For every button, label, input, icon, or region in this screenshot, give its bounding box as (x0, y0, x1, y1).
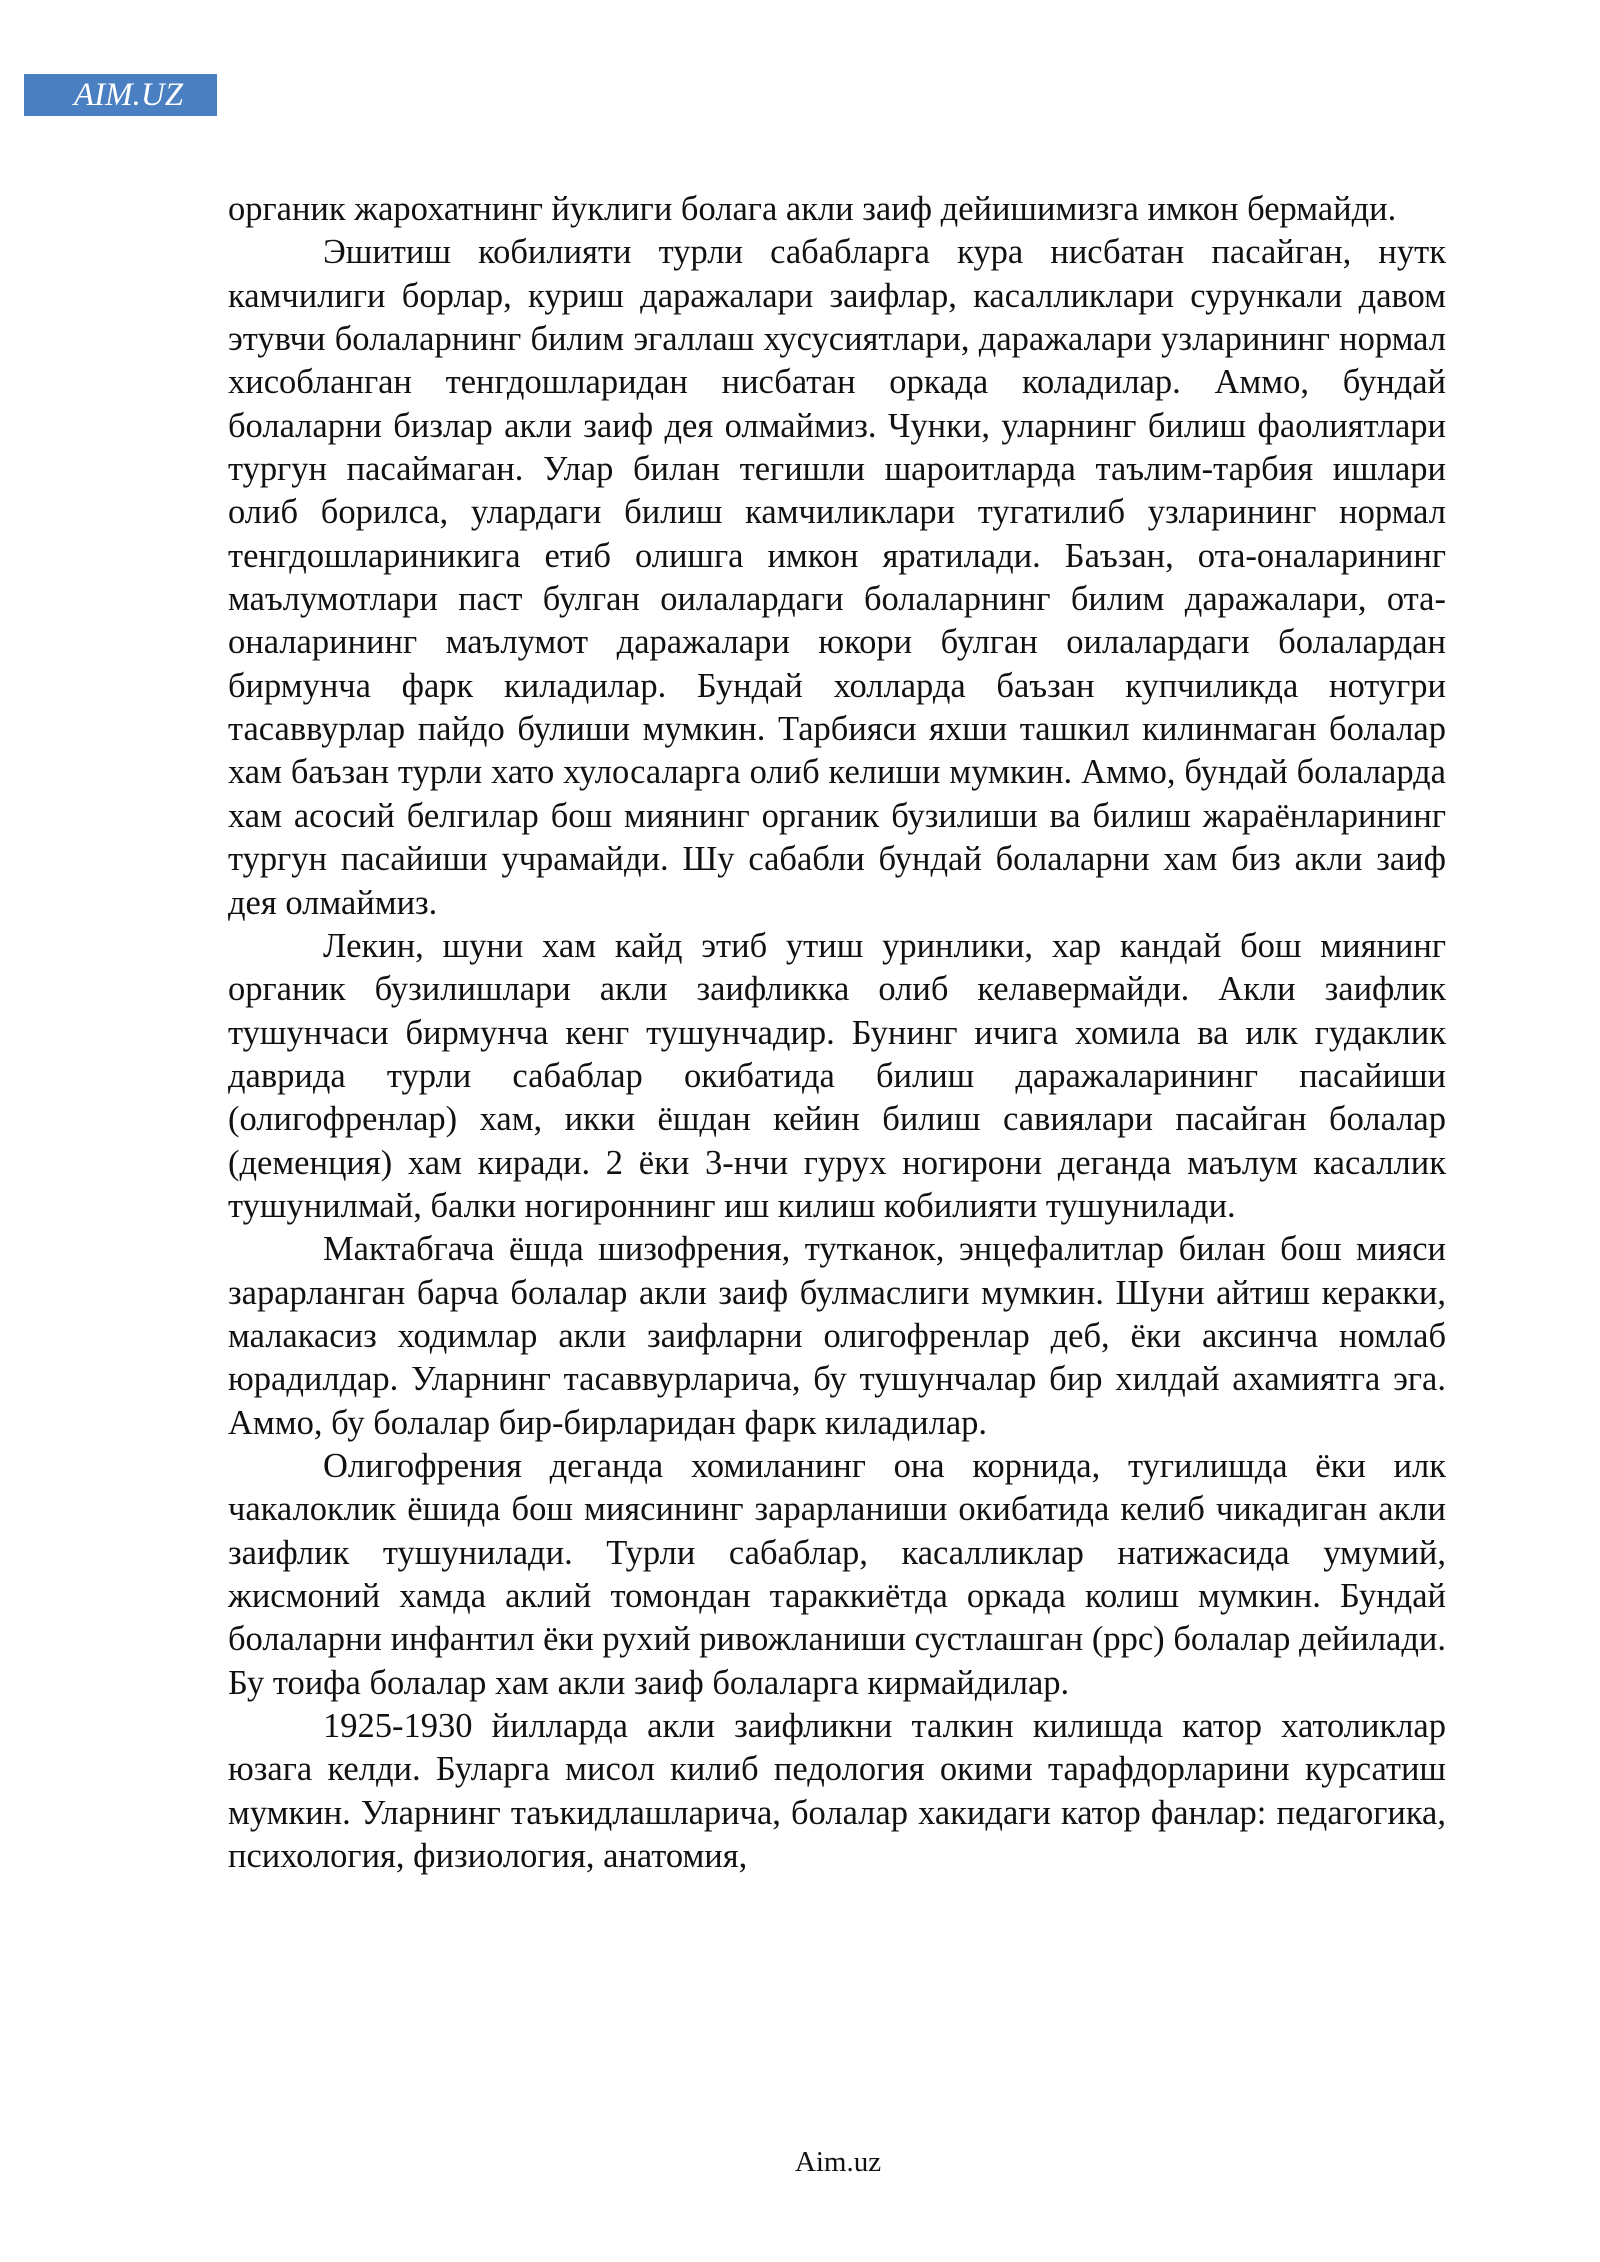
paragraph-continuation: органик жарохатнинг йуклиги болага акли заиф дейишимизга имкон бермайди. (228, 190, 1397, 228)
page-footer: Aim.uz (794, 2146, 882, 2178)
paragraph: Мактабгача ёшда шизофрения, тутканок, энцефалитлар билан бош мияси зарарланган барча болалар акли заиф булмаслиги мумкин. Шуни айтиш керакки, малакасиз ходимлар акли заифларни олигофренлар деб, ёки аксинча номлаб юрадилдар. Уларнинг тасаввурларича, бу тушунчалар бир хилдай ахамиятга эга. Аммо, бу болалар бир-бирларидан фарк киладилар. (228, 1230, 1446, 1442)
paragraph: Эшитиш кобилияти турли сабабларга кура нисбатан пасайган, нутк камчилиги борлар, куриш даражалари заифлар, касалликлари сурункали давом этувчи болаларнинг билим эгаллаш хусусиятлари, даражалари узларининг нормал хисобланган тенгдошларидан нисбатан оркада коладилар. Аммо, бундай болаларни бизлар акли заиф дея олмаймиз. Чунки, уларнинг билиш фаолиятлари тургун пасаймаган. Улар билан тегишли шароитларда таълим-тарбия ишлари олиб борилса, улардаги билиш камчиликлари тугатилиб узларининг нормал тенгдошлариникига етиб олишга имкон яратилади. Баъзан, ота-оналарининг маълумотлари паст булган оилалардаги болаларнинг билим даражалари, ота-оналарининг маълумот даражалари юкори булган оилалардаги болалардан бирмунча фарк киладилар. Бундай холларда баъзан купчиликда нотугри тасаввурлар пайдо булиши мумкин. Тарбияси яхши ташкил килинмаган болалар хам баъзан турли хато хулосаларга олиб келиши мумкин. Аммо, бундай болаларда хам асосий белгилар бош миянинг органик бузилиши ва билиш жараёнларининг тургун пасайиши учрамайди. Шу сабабли бундай болаларни хам биз акли заиф дея олмаймиз. (228, 233, 1446, 922)
paragraph: Олигофрения деганда хомиланинг она корнида, тугилишда ёки илк чакалоклик ёшида бош миясининг зарарланиши окибатида келиб чикадиган акли заифлик тушунилади. Турли сабаблар, касалликлар натижасида умумий, жисмоний хамда аклий томондан тараккиётда оркада колиш мумкин. Бундай болаларни инфантил ёки рухий ривожланиши сустлашган (ррс) болалар дейилади. Бу тоифа болалар хам акли заиф болаларга кирмайдилар. (228, 1446, 1446, 1702)
paragraph: 1925-1930 йилларда акли заифликни талкин килишда катор хатоликлар юзага келди. Буларга мисол килиб педология окими тарафдорларини курсатиш мумкин. Уларнинг таъкидлашларича, болалар хакидаги катор фанлар: педагогика, психология, физиология, анатомия, (228, 1707, 1446, 1876)
paragraph: Лекин, шуни хам кайд этиб утиш уринлики, хар кандай бош миянинг органик бузилишлари акли заифликка олиб келавермайди. Акли заифлик тушунчаси бирмунча кенг тушунчадир. Бунинг ичига хомила ва илк гудаклик даврида турли сабаблар окибатида билиш даражаларининг пасайиши (олигофренлар) хам, икки ёшдан кейин билиш савиялари пасайган болалар (деменция) хам киради. 2 ёки 3-нчи гурух ногирони деганда маълум касаллик тушунилмай, балки ногироннинг иш килиш кобилияти тушунилади. (228, 926, 1446, 1225)
site-logo: AIM.UZ (24, 74, 217, 116)
document-body (228, 188, 1446, 1878)
